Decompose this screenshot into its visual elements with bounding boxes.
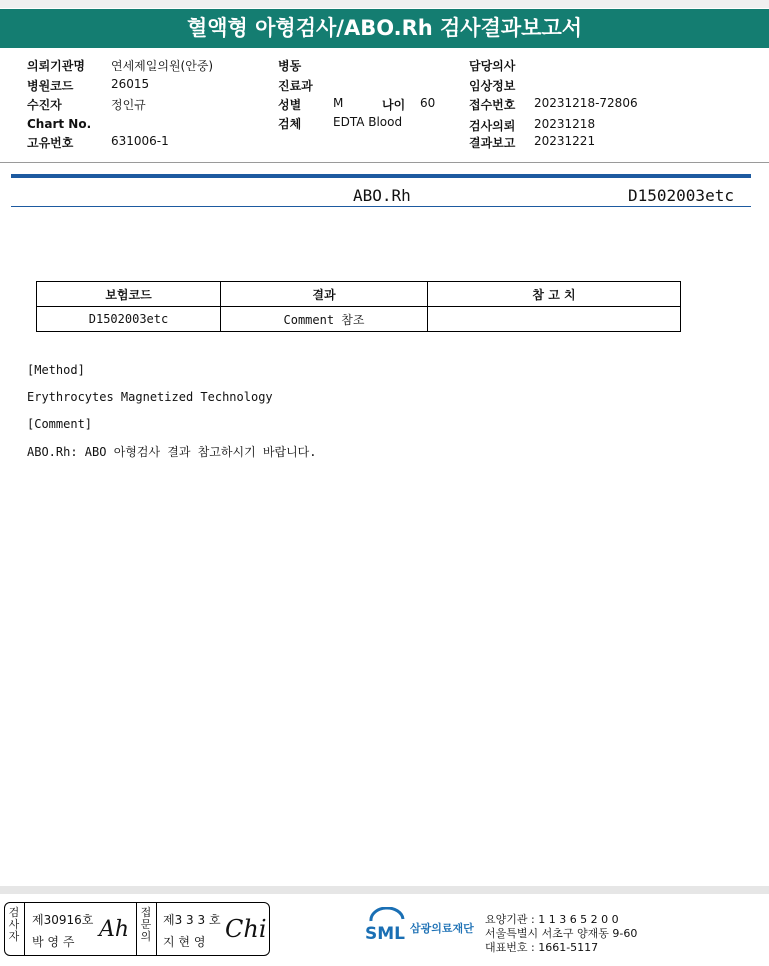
info-value: 20231218: [534, 117, 596, 131]
logo-text: SML: [365, 924, 405, 944]
approver-name: 지 현 영: [163, 935, 206, 949]
divider: [156, 903, 157, 955]
footer-bar: [0, 886, 769, 894]
approver-signature: Chi: [225, 915, 267, 943]
examiner-signature: Ah: [99, 917, 130, 942]
comment-text: ABO.Rh: ABO 아형검사 결과 참고하시기 바랍니다.: [27, 445, 317, 459]
signature-box: [4, 902, 270, 956]
info-label: 임상정보: [469, 79, 516, 93]
info-label: 검사의뢰: [469, 119, 516, 133]
address: 서울특별시 서초구 양재동 9-60: [485, 927, 638, 940]
test-name: ABO.Rh: [353, 186, 411, 205]
comment-label: [Comment]: [27, 417, 93, 431]
header-insurance-code: 보험코드: [37, 282, 221, 307]
result-table: [36, 281, 681, 332]
header-reference: 참 고 치: [428, 282, 681, 307]
phone-number: 대표번호 : 1661-5117: [485, 941, 599, 954]
info-value: 연세제일의원(안중): [111, 59, 214, 73]
info-label: 검체: [278, 117, 302, 131]
info-label: 병원코드: [27, 79, 74, 93]
info-label: 병동: [278, 59, 302, 73]
info-label: 나이: [382, 98, 406, 112]
examiner-license: 제30916호: [32, 913, 94, 927]
top-strip: [0, 0, 769, 8]
info-value: 정인규: [111, 98, 146, 112]
info-label: 성별: [278, 98, 302, 112]
approver-label: 접문의: [140, 906, 152, 943]
info-label: 수진자: [27, 98, 62, 112]
method-text: Erythrocytes Magnetized Technology: [27, 390, 273, 404]
info-value: 20231221: [534, 134, 596, 148]
header-separator: [0, 162, 769, 163]
info-label: 고유번호: [27, 136, 74, 150]
test-code: D1502003etc: [628, 186, 734, 205]
examiner-name: 박 영 주: [32, 935, 75, 949]
info-value: 631006-1: [111, 134, 169, 148]
cell-reference: [428, 307, 681, 332]
info-label: 접수번호: [469, 98, 516, 112]
info-label: Chart No.: [27, 117, 92, 131]
info-value: 26015: [111, 77, 150, 91]
info-value: 20231218-72806: [534, 96, 638, 110]
test-top-rule: [11, 174, 751, 178]
cell-result: Comment 참조: [221, 307, 428, 332]
info-value: M: [333, 96, 344, 110]
sml-logo-icon: [365, 907, 409, 947]
info-label: 담당의사: [469, 59, 516, 73]
method-label: [Method]: [27, 363, 85, 377]
test-bottom-rule: [11, 206, 751, 207]
info-label: 결과보고: [469, 136, 516, 150]
header-result: 결과: [221, 282, 428, 307]
info-label: 의뢰기관명: [27, 59, 85, 73]
examiner-label: 검사자: [8, 906, 20, 943]
approver-license: 제3 3 3 호: [163, 913, 221, 927]
info-label: 진료과: [278, 79, 313, 93]
report-title: 혈액형 아형검사/ABO.Rh 검사결과보고서: [0, 9, 769, 48]
divider: [24, 903, 25, 955]
info-value: EDTA Blood: [333, 115, 403, 129]
institution-number: 요양기관 : 1 1 3 6 5 2 0 0: [485, 913, 619, 926]
info-value: 60: [420, 96, 436, 110]
cell-insurance-code: D1502003etc: [37, 307, 221, 332]
org-name: 삼광의료재단: [410, 922, 474, 935]
table-row: [37, 307, 681, 332]
table-header-row: [37, 282, 681, 307]
